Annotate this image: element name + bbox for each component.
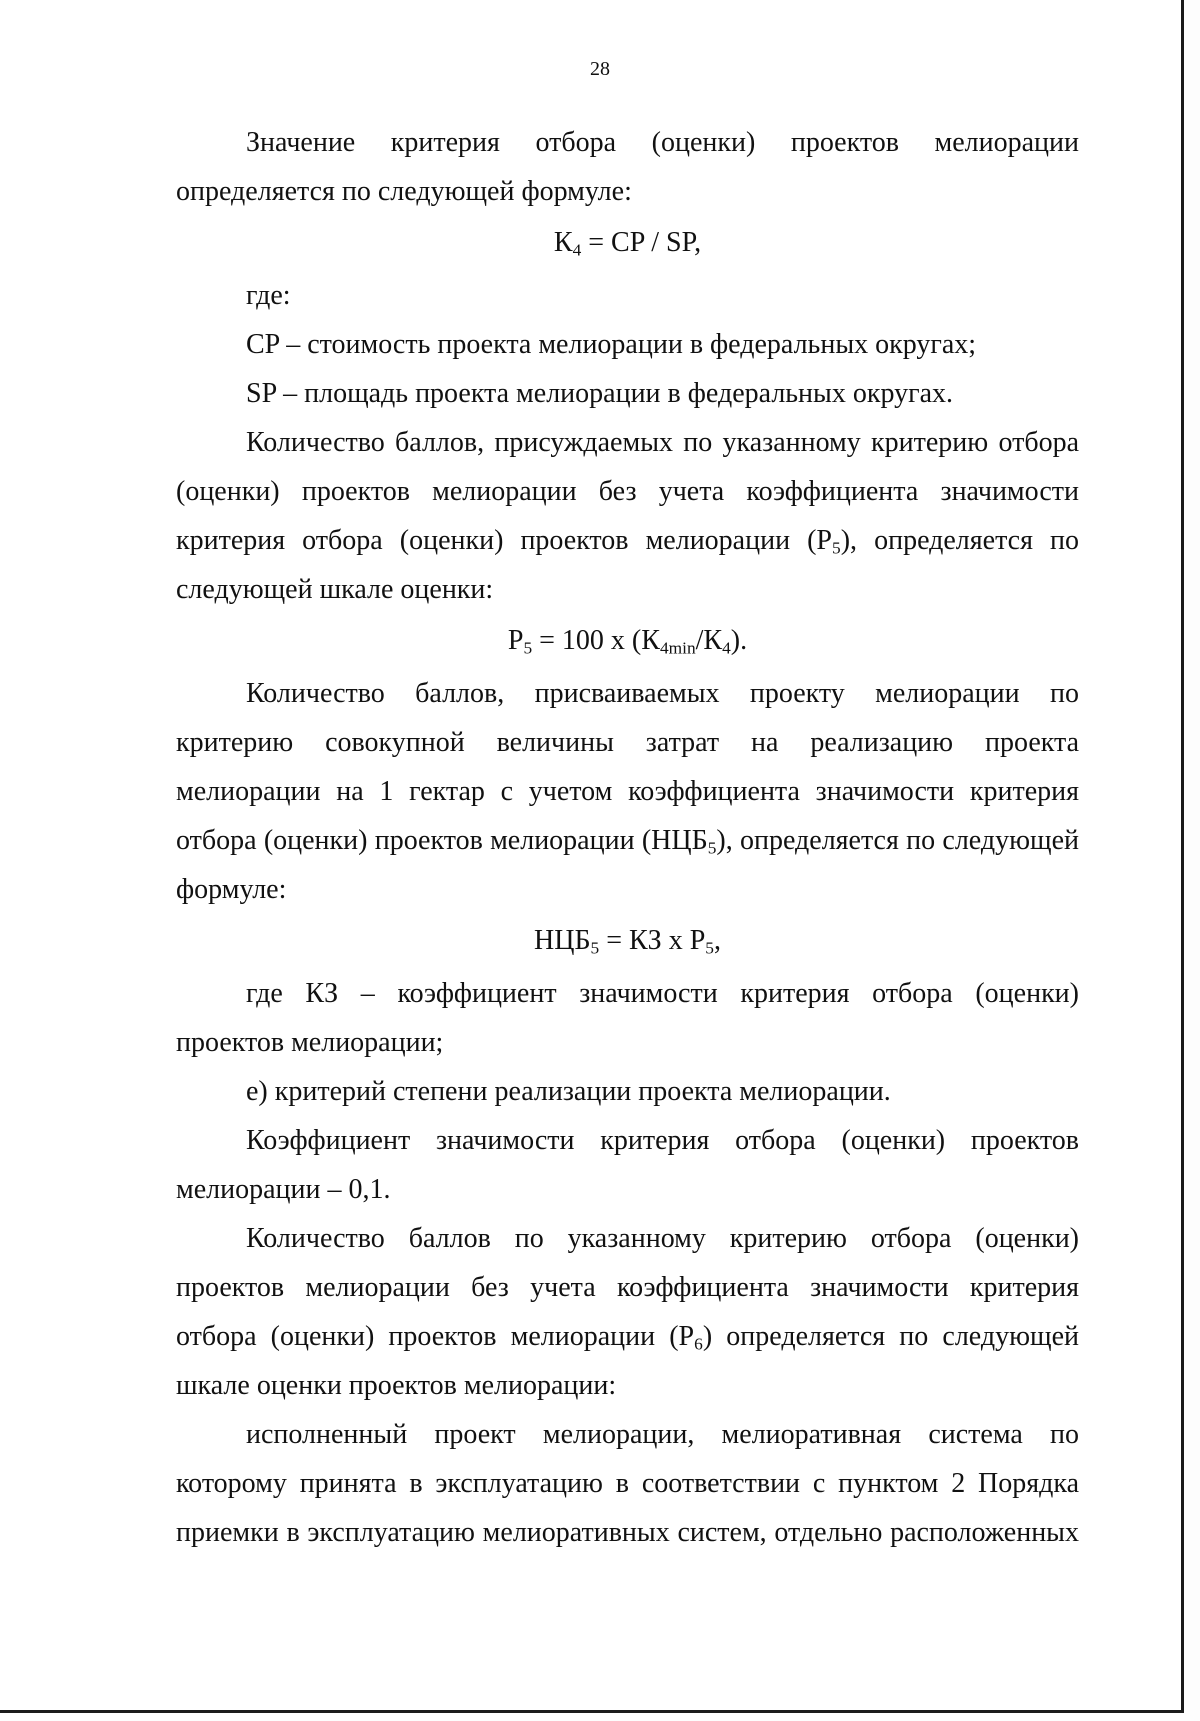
definition-sp: SP – площадь проекта мелиорации в федеральных округах. <box>246 378 953 409</box>
where-label: где: <box>246 280 291 311</box>
paragraph-points-p6: Количество баллов по указанному критерию отбора (оценки) проектов мелиорации без учета коэффициента значимости критерия отбора (оценки) проектов мелиорации $(Р_6)$ определяется по следующей шкале оценки проектов мелиорации: <box>176 1223 1079 1401</box>
page-edge-right <box>1181 0 1184 1713</box>
paragraph-points-p5: Количество баллов, присуждаемых по указанному критерию отбора (оценки) проектов мелиорации без учета коэффициента значимости критерия отбора (оценки) проектов мелиорации $(Р_5)$, определяется по следующей шкале оценки: <box>176 427 1079 605</box>
formula-p5: $Р_5 = 100$ х $(К_{4min}/К_4)$. <box>507 625 748 658</box>
page-number: 28 <box>590 58 610 80</box>
paragraph-coefficient: Коэффициент значимости критерия отбора (оценки) проектов мелиорации – 0,1. <box>176 1125 1079 1205</box>
document-body <box>176 118 1079 1557</box>
item-e-criterion: е) критерий степени реализации проекта мелиорации. <box>246 1076 891 1107</box>
page-edge-bottom <box>0 1710 1184 1713</box>
formula-ncb5: $НЦБ_5$ = КЗ х $Р_5$, <box>534 925 721 958</box>
paragraph-points-ncb5: Количество баллов, присваиваемых проекту мелиорации по критерию совокупной величины затрат на реализацию проекта мелиорации на 1 гектар с учетом коэффициента значимости критерия отбора (оценки) проектов мелиорации $(НЦБ_5)$, определяется по следующей формуле: <box>176 678 1079 905</box>
formula-k4: $К_4$ = CP / SP, <box>553 227 702 260</box>
paragraph-kz-definition: где КЗ – коэффициент значимости критерия отбора (оценки) проектов мелиорации; <box>176 978 1079 1058</box>
paragraph-criterion-value: Значение критерия отбора (оценки) проектов мелиорации определяется по следующей формуле: <box>176 127 1079 207</box>
paragraph-executed-project: исполненный проект мелиорации, мелиоративная система по которому принята в эксплуатацию в соответствии с пунктом 2 Порядка приемки в эксплуатацию мелиоративных систем, отдельно расположенных <box>176 1419 1079 1548</box>
definition-cp: CP – стоимость проекта мелиорации в федеральных округах; <box>246 329 977 360</box>
